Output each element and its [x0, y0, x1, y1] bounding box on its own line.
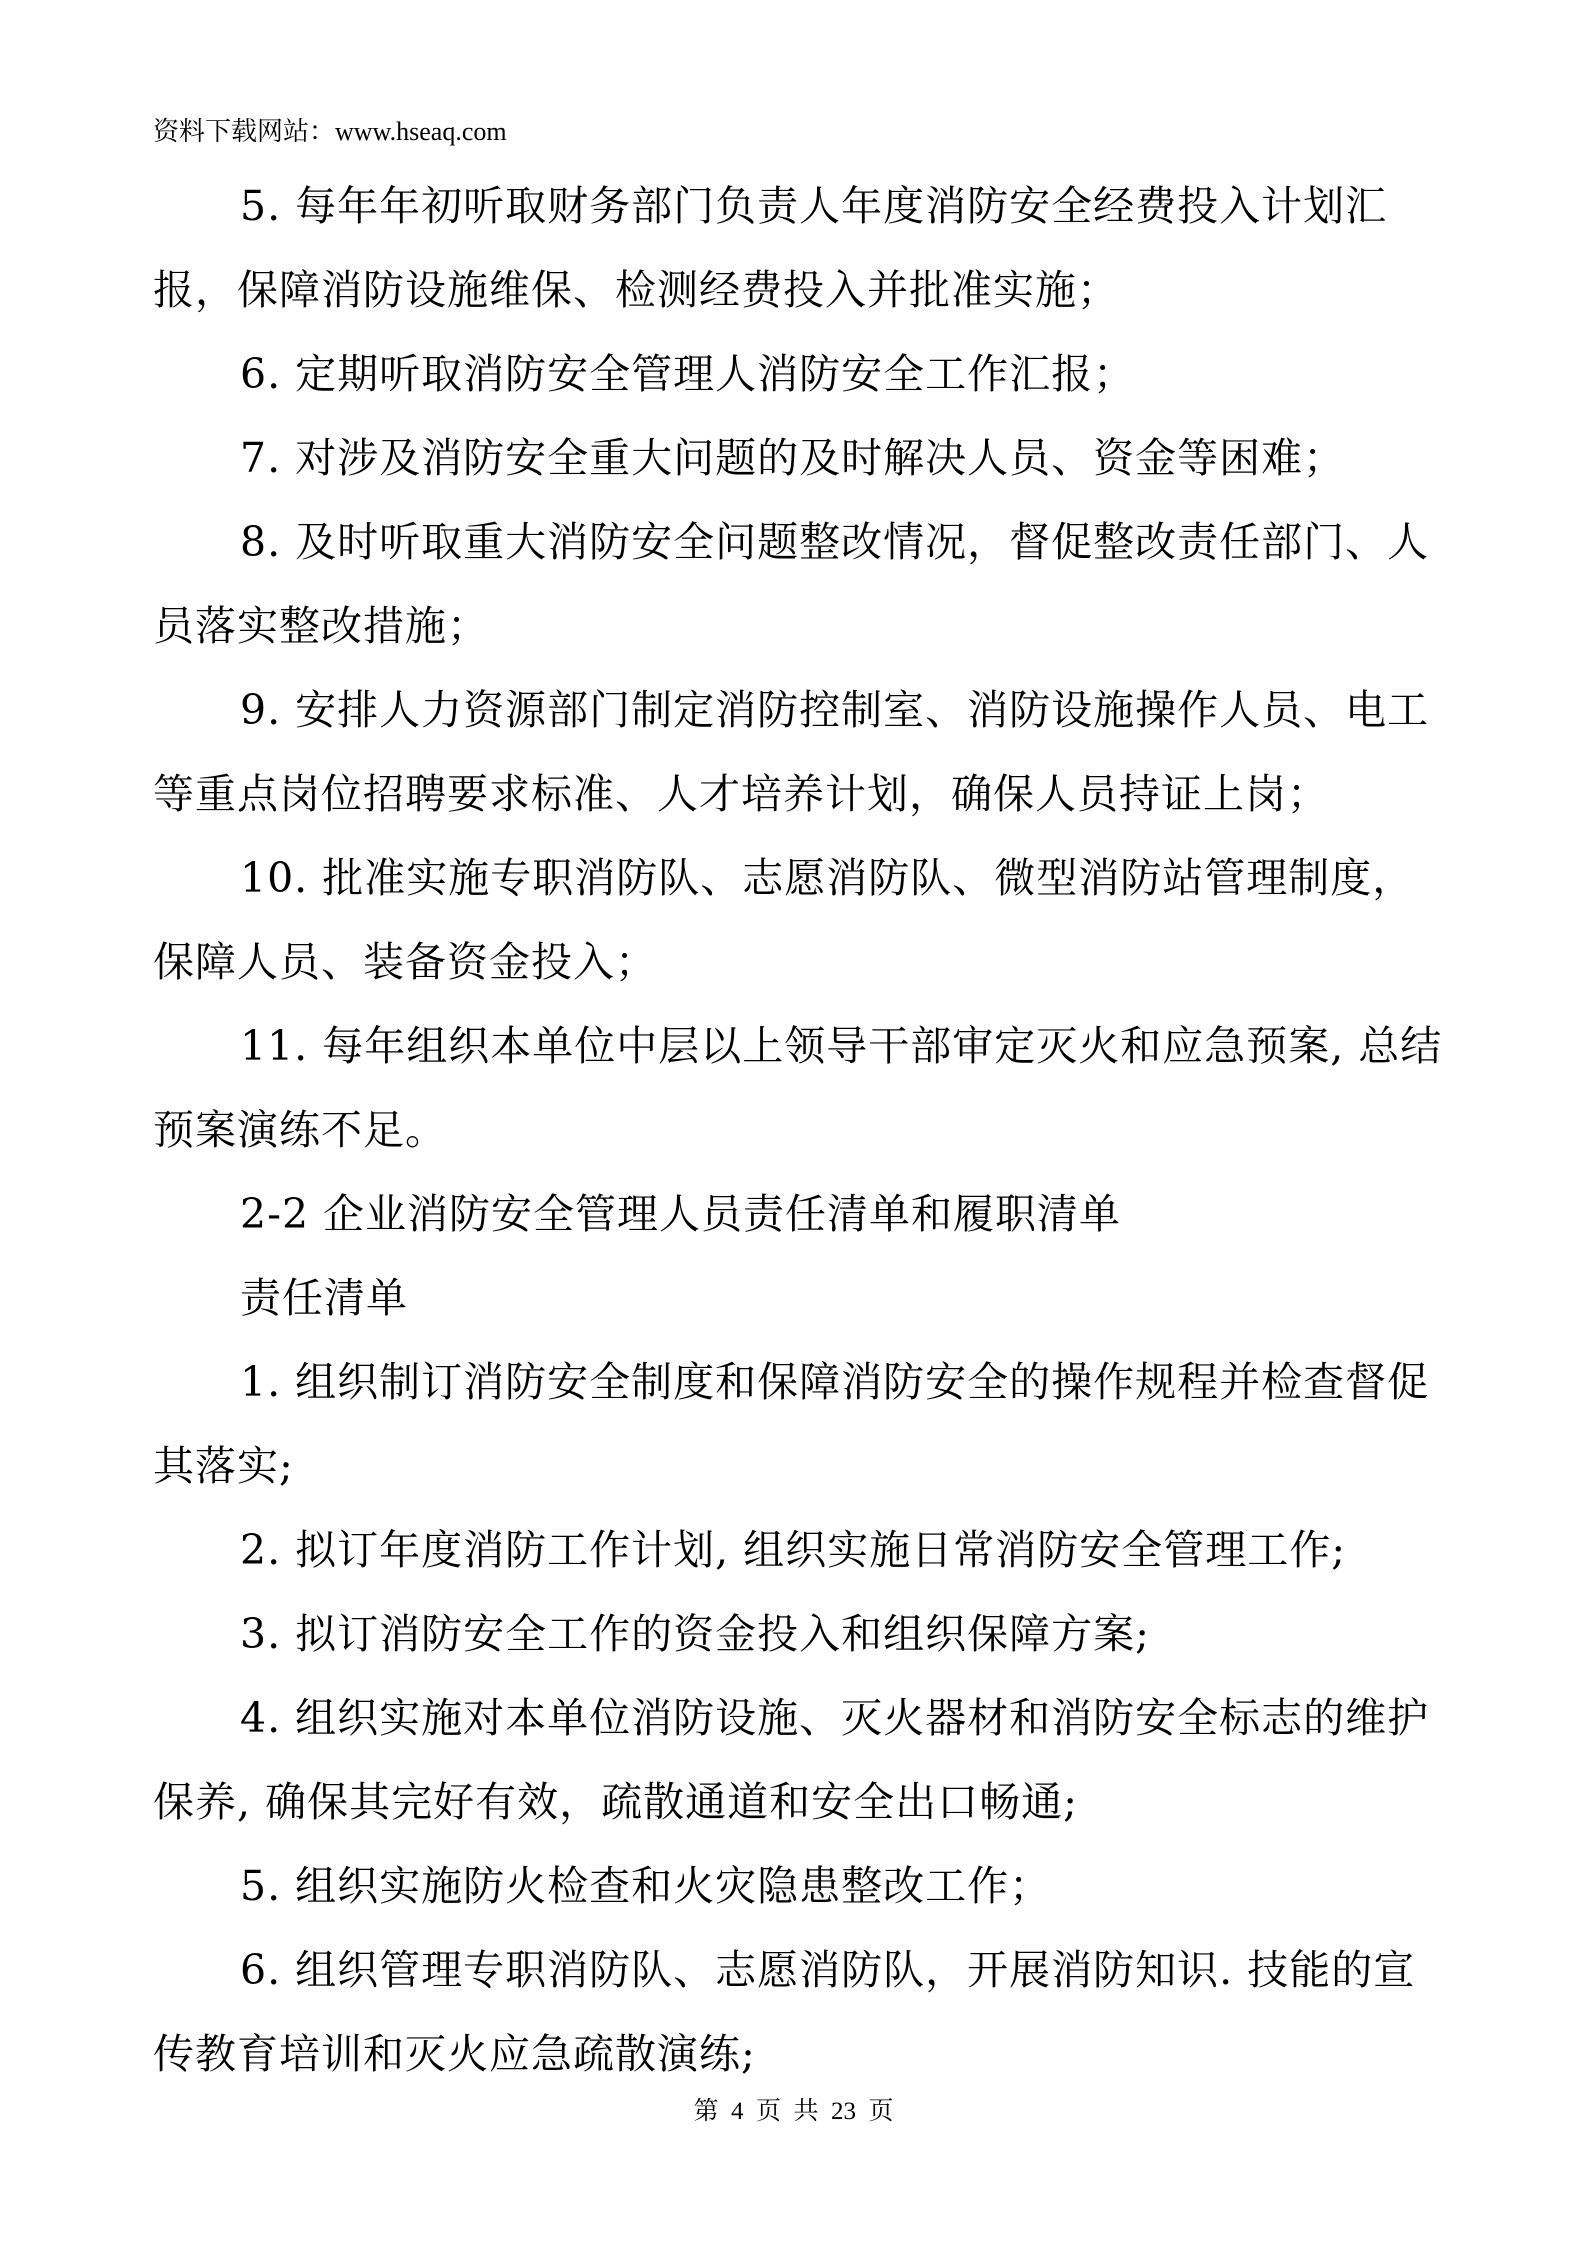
responsibility-item-6: 6. 组织管理专职消防队、志愿消防队，开展消防知识. 技能的宣传教育培训和灭火应急疏散演练;	[153, 1946, 1416, 2078]
section-heading: 2-2 企业消防安全管理人员责任清单和履职清单	[240, 1190, 1122, 1238]
paragraph-item-7: 7. 对涉及消防安全重大问题的及时解决人员、资金等困难；	[240, 434, 1346, 482]
paragraph-item-6: 6. 定期听取消防安全管理人消防安全工作汇报；	[240, 350, 1136, 398]
paragraph-item-10: 10. 批准实施专职消防队、志愿消防队、微型消防站管理制度，保障人员、装备资金投入；	[153, 854, 1415, 986]
paragraph-item-11: 11. 每年组织本单位中层以上领导干部审定灭火和应急预案, 总结预案演练不足。	[153, 1022, 1443, 1154]
responsibility-item-3: 3. 拟订消防安全工作的资金投入和组织保障方案;	[240, 1610, 1150, 1658]
responsibility-item-2: 2. 拟订年度消防工作计划, 组织实施日常消防安全管理工作;	[240, 1526, 1347, 1574]
responsibility-item-1: 1. 组织制订消防安全制度和保障消防安全的操作规程并检查督促其落实;	[153, 1358, 1430, 1490]
paragraph-item-8: 8. 及时听取重大消防安全问题整改情况，督促整改责任部门、人员落实整改措施；	[153, 518, 1430, 650]
paragraph-item-9: 9. 安排人力资源部门制定消防控制室、消防设施操作人员、电工等重点岗位招聘要求标准、人才培养计划，确保人员持证上岗；	[153, 686, 1430, 818]
subsection-heading: 责任清单	[240, 1274, 408, 1322]
paragraph-item-5: 5. 每年年初听取财务部门负责人年度消防安全经费投入计划汇报，保障消防设施维保、检测经费投入并批准实施；	[153, 182, 1388, 314]
responsibility-item-4: 4. 组织实施对本单位消防设施、灭火器材和消防安全标志的维护保养, 确保其完好有效，疏散通道和安全出口畅通;	[153, 1694, 1430, 1826]
document-body	[153, 164, 1443, 2096]
page-number-footer: 第 4 页 共 23 页	[693, 2098, 894, 2125]
page-header: 资料下载网站：www.hseaq.com	[153, 117, 507, 146]
responsibility-item-5: 5. 组织实施防火检查和火灾隐患整改工作；	[240, 1862, 1052, 1910]
